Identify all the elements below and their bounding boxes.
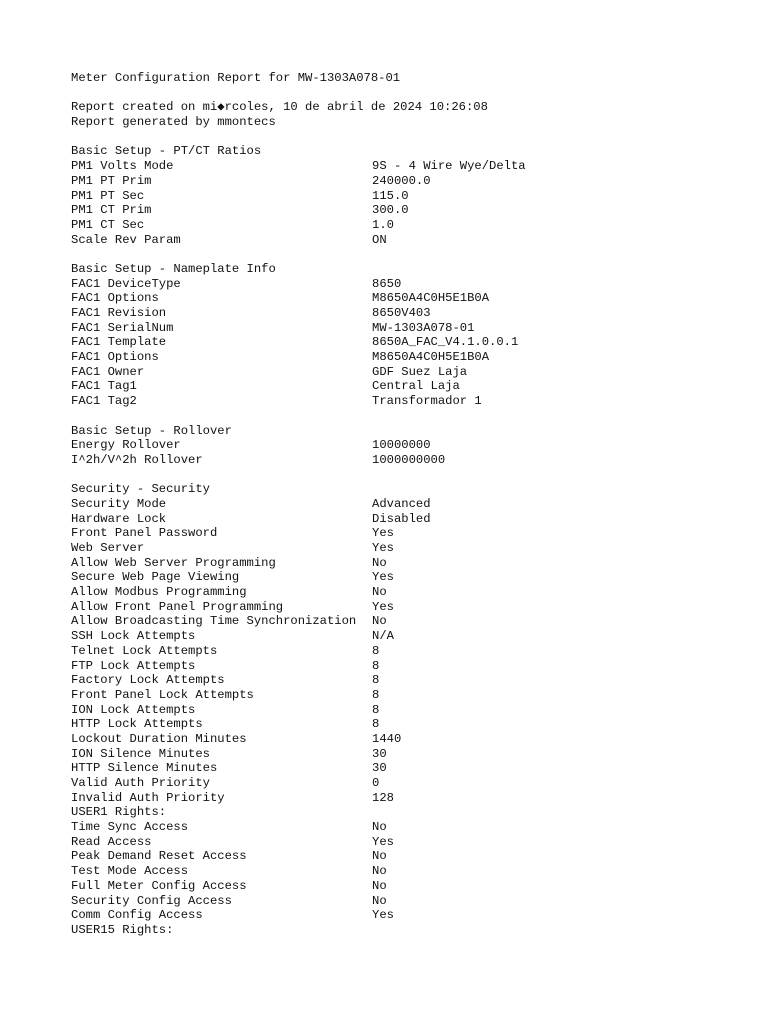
setting-value: 8650A_FAC_V4.1.0.0.1 — [372, 335, 519, 350]
section-security — [71, 482, 751, 937]
setting-value: Yes — [372, 570, 394, 585]
setting-key: FAC1 Template — [71, 335, 167, 350]
setting-value: M8650A4C0H5E1B0A — [372, 291, 490, 306]
setting-row — [71, 438, 751, 453]
section-heading: Basic Setup - Rollover — [71, 423, 232, 438]
setting-value: 8650V403 — [372, 306, 431, 320]
setting-row — [71, 614, 751, 629]
setting-key: Security Config Access — [71, 893, 232, 908]
setting-value: 30 — [372, 761, 387, 776]
setting-value: Disabled — [372, 511, 431, 526]
setting-row — [71, 159, 751, 174]
setting-key: HTTP Lock Attempts — [71, 717, 203, 732]
setting-row — [71, 629, 751, 644]
setting-key: FAC1 SerialNum — [71, 320, 174, 335]
setting-key: Read Access — [71, 834, 152, 849]
setting-key: Invalid Auth Priority — [71, 790, 225, 805]
setting-value: 300.0 — [372, 203, 409, 218]
setting-value: 1.0 — [372, 217, 394, 232]
setting-key: ION Lock Attempts — [71, 702, 196, 717]
setting-row — [71, 570, 751, 585]
setting-key: Comm Config Access — [71, 908, 203, 923]
setting-key: PM1 PT Prim — [71, 173, 152, 188]
setting-row — [71, 732, 751, 747]
setting-value: No — [372, 864, 387, 879]
setting-row — [71, 365, 751, 380]
setting-row — [71, 791, 751, 806]
setting-row — [71, 835, 751, 850]
setting-row — [71, 350, 751, 365]
setting-row — [71, 497, 751, 512]
setting-key: Test Mode Access — [71, 864, 189, 879]
setting-row — [71, 526, 751, 541]
setting-value: N/A — [372, 629, 394, 644]
spacer — [71, 468, 751, 483]
setting-row — [71, 277, 751, 292]
setting-key: HTTP Silence Minutes — [71, 761, 218, 776]
setting-row — [71, 379, 751, 394]
spacer — [71, 409, 751, 424]
section-pt-ct-ratios — [71, 144, 751, 247]
setting-row — [71, 218, 751, 233]
setting-value: 1440 — [372, 731, 402, 746]
setting-value: No — [372, 893, 387, 908]
setting-value: No — [372, 555, 387, 570]
setting-value: GDF Suez Laja — [372, 364, 468, 379]
setting-key: Energy Rollover — [71, 438, 181, 453]
setting-value: 8 — [372, 702, 380, 717]
setting-key: Factory Lock Attempts — [71, 673, 225, 688]
setting-key: PM1 Volts Mode — [71, 159, 174, 174]
setting-value: Advanced — [372, 496, 431, 511]
setting-value: Yes — [372, 834, 394, 849]
setting-value: Yes — [372, 526, 394, 541]
setting-key: PM1 PT Sec — [71, 188, 145, 203]
setting-value: ON — [372, 232, 387, 247]
setting-row — [71, 453, 751, 468]
setting-row — [71, 335, 751, 350]
setting-row — [71, 688, 751, 703]
setting-value: MW-1303A078-01 — [372, 320, 475, 335]
setting-row — [71, 894, 751, 909]
setting-key: Time Sync Access — [71, 820, 189, 835]
setting-key: Secure Web Page Viewing — [71, 570, 240, 585]
setting-row — [71, 820, 751, 835]
setting-value: 128 — [372, 790, 394, 805]
setting-row — [71, 306, 751, 321]
section-heading: Basic Setup - Nameplate Info — [71, 261, 276, 276]
setting-row — [71, 394, 751, 409]
setting-value: 1000000000 — [372, 452, 446, 467]
setting-value: 8 — [372, 687, 380, 702]
setting-row — [71, 644, 751, 659]
setting-value: No — [372, 878, 387, 893]
spacer — [71, 130, 751, 145]
setting-row — [71, 585, 751, 600]
spacer — [71, 247, 751, 262]
setting-value: 30 — [372, 746, 387, 761]
setting-key: Front Panel Password — [71, 526, 218, 541]
setting-value: 8 — [372, 658, 380, 673]
setting-value: 0 — [372, 776, 380, 790]
setting-value: 9S - 4 Wire Wye/Delta — [372, 159, 526, 174]
setting-key: Lockout Duration Minutes — [71, 731, 247, 746]
setting-row — [71, 174, 751, 189]
setting-value: No — [372, 614, 387, 629]
setting-key: FAC1 Tag1 — [71, 379, 137, 394]
setting-value: No — [372, 820, 387, 835]
setting-key: FAC1 Owner — [71, 364, 145, 379]
setting-row — [71, 879, 751, 894]
setting-row — [71, 291, 751, 306]
setting-key: I^2h/V^2h Rollover — [71, 452, 203, 467]
setting-row — [71, 203, 751, 218]
setting-key: Hardware Lock — [71, 511, 167, 526]
user1-rights-heading: USER1 Rights: — [71, 805, 167, 820]
setting-key: PM1 CT Sec — [71, 217, 145, 232]
setting-value: Yes — [372, 599, 394, 614]
setting-row — [71, 864, 751, 879]
setting-row — [71, 908, 751, 923]
user15-rights-heading: USER15 Rights: — [71, 922, 174, 937]
setting-key: FAC1 DeviceType — [71, 276, 181, 291]
setting-value: No — [372, 849, 387, 864]
setting-row — [71, 189, 751, 204]
setting-row — [71, 849, 751, 864]
setting-key: Allow Modbus Programming — [71, 585, 247, 600]
section-nameplate-info — [71, 262, 751, 409]
setting-value: 115.0 — [372, 188, 409, 203]
setting-row — [71, 659, 751, 674]
setting-value: Central Laja — [372, 379, 460, 394]
setting-key: Allow Broadcasting Time Synchronization — [71, 614, 357, 629]
setting-value: Transformador 1 — [372, 394, 482, 409]
setting-key: Scale Rev Param — [71, 232, 181, 247]
setting-row — [71, 776, 751, 791]
setting-key: Security Mode — [71, 496, 167, 511]
setting-value: M8650A4C0H5E1B0A — [372, 350, 490, 365]
setting-value: Yes — [372, 908, 394, 923]
section-heading: Security - Security — [71, 482, 210, 497]
setting-row — [71, 600, 751, 615]
setting-row — [71, 321, 751, 336]
setting-row — [71, 512, 751, 527]
setting-row — [71, 717, 751, 732]
setting-key: ION Silence Minutes — [71, 746, 210, 761]
setting-value: 240000.0 — [372, 173, 431, 188]
setting-row — [71, 703, 751, 718]
setting-key: Full Meter Config Access — [71, 878, 247, 893]
setting-key: FAC1 Options — [71, 350, 159, 365]
setting-key: Valid Auth Priority — [71, 776, 210, 790]
setting-key: PM1 CT Prim — [71, 203, 152, 218]
setting-value: 8 — [372, 717, 380, 732]
setting-value: 8 — [372, 643, 380, 658]
setting-row — [71, 673, 751, 688]
setting-value: Yes — [372, 541, 394, 555]
setting-key: Front Panel Lock Attempts — [71, 687, 254, 702]
setting-row — [71, 233, 751, 248]
setting-key: FTP Lock Attempts — [71, 658, 196, 673]
section-rollover — [71, 424, 751, 468]
setting-key: SSH Lock Attempts — [71, 629, 196, 644]
setting-row — [71, 761, 751, 776]
setting-key: Allow Front Panel Programming — [71, 599, 284, 614]
setting-value: 10000000 — [372, 438, 431, 453]
setting-key: Web Server — [71, 541, 145, 555]
setting-value: 8 — [372, 673, 380, 688]
report-created-line: Report created on mi◆rcoles, 10 de abril de 2024 10:26:08 — [71, 100, 488, 115]
setting-key: FAC1 Options — [71, 291, 159, 306]
report-title: Meter Configuration Report for MW-1303A078-01 — [71, 71, 401, 85]
setting-value: 8650 — [372, 276, 402, 291]
section-heading: Basic Setup - PT/CT Ratios — [71, 144, 262, 159]
spacer — [71, 86, 751, 101]
report-page — [71, 71, 751, 938]
setting-value: No — [372, 585, 387, 600]
setting-row — [71, 541, 751, 556]
report-generated-by-line: Report generated by mmontecs — [71, 115, 276, 130]
setting-key: FAC1 Tag2 — [71, 394, 137, 409]
setting-key: Peak Demand Reset Access — [71, 849, 247, 864]
setting-key: FAC1 Revision — [71, 306, 167, 320]
setting-row — [71, 556, 751, 571]
setting-key: Telnet Lock Attempts — [71, 643, 218, 658]
setting-key: Allow Web Server Programming — [71, 555, 276, 570]
setting-row — [71, 747, 751, 762]
